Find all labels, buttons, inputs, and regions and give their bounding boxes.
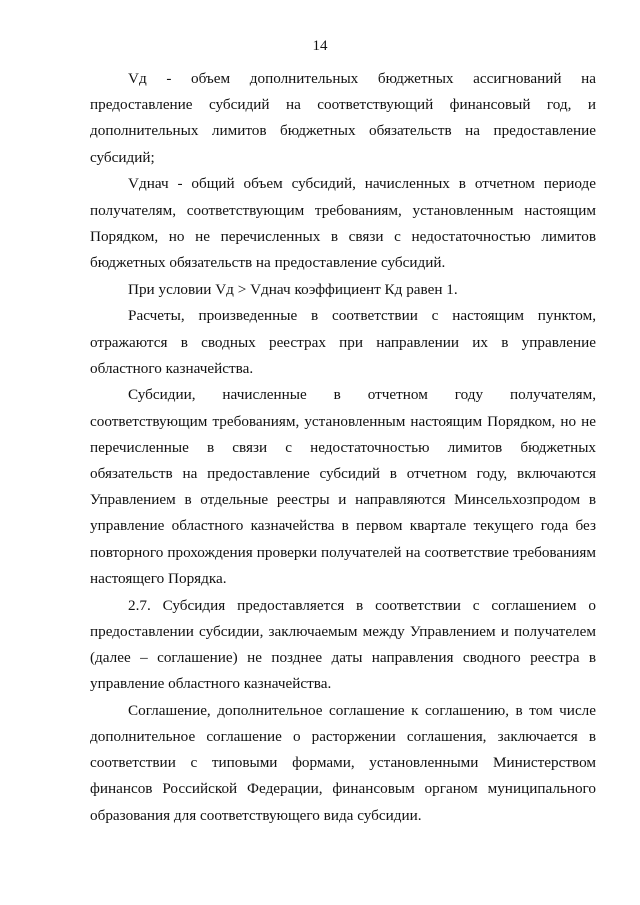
paragraph-vdnach-definition: Vднач - общий объем субсидий, начисленных в отчетном периоде получателям, соответствующим требованиям, установленным настоящим Порядком, но не перечисленных в связи с недостаточностью лимитов бюджетных обязательств на предоставление субсидий.: [90, 175, 596, 271]
paragraph-vd-definition: Vд - объем дополнительных бюджетных ассигнований на предоставление субсидий на соответствующий финансовый год, и дополнительных лимитов бюджетных обязательств на предоставление субсидий;: [90, 70, 596, 166]
paragraph-subsidies-accrued: Субсидии, начисленные в отчетном году получателям, соответствующим требованиям, установленным настоящим Порядком, но не перечисленные в связи с недостаточностью лимитов бюджетных обязательств на предоставление субсидий в отчетном году, включаются Управлением в отдельные реестры и направляются Минсельхозпродом в управление областного казначейства в первом квартале текущего года без повторного прохождения проверки получателей на соответствие требованиям настоящего Порядка.: [90, 386, 596, 587]
paragraph-agreement-forms: Соглашение, дополнительное соглашение к соглашению, в том числе дополнительное соглашение о расторжении соглашения, заключается в соответствии с типовыми формами, установленными Министерством финансов Российской Федерации, финансовым органом муниципального образования для соответствующего вида субсидии.: [90, 701, 596, 824]
paragraph-condition: При условии Vд > Vднач коэффициент Кд равен 1.: [128, 280, 458, 298]
page-number: 14: [312, 38, 328, 54]
paragraph-2-7-agreement: 2.7. Субсидия предоставляется в соответствии с соглашением о предоставлении субсидии, заключаемым между Управлением и получателем (далее – соглашение) не позднее даты направления сводного реестра в управление областного казначейства.: [90, 596, 596, 693]
paragraph-calculations: Расчеты, произведенные в соответствии с настоящим пунктом, отражаются в сводных реестрах при направлении их в управление областного казначейства.: [90, 307, 596, 377]
body-text: [90, 66, 596, 829]
